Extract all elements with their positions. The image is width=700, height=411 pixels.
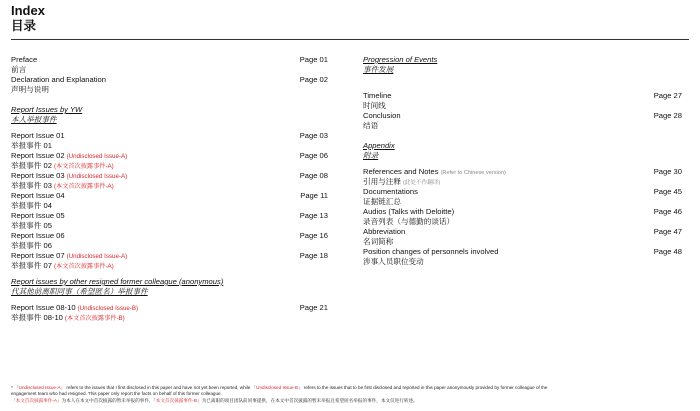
toc-entry-label-cn-text: 举报事件 07 [11,261,52,270]
toc-entry-audios[interactable] [363,207,682,217]
toc-page-number: Page 03 [299,131,328,140]
toc-entry-label: Abbreviation [363,227,406,236]
toc-entry-label: Report Issue 06 [11,231,65,240]
footnote-text: * 「 [11,385,19,390]
toc-page-number: Page 46 [653,207,682,216]
toc-entry-label: Report Issue 02 [11,151,65,160]
footnote-tag-b: Undisclosed Issue-B [256,385,299,390]
section-heading-yw: Report Issues by YW [11,105,83,114]
toc-entry-label: Conclusion [363,111,401,120]
toc-entry-issue-02[interactable] [11,151,328,161]
toc-entry-label-cn-text: 举报事件 03 [11,181,52,190]
page-title: Index [11,3,45,18]
toc-page-number: Page 13 [299,211,328,220]
toc-entry-label-cn: 名词简称 [363,237,394,246]
toc-entry-label: Documentations [363,187,418,196]
toc-entry-label-cn [11,313,328,323]
section-heading-appendix: Appendix [363,141,395,150]
footnote-text: 「 [11,397,16,403]
report-issue-list [11,131,328,271]
undisclosed-tag: (Undisclosed Issue-B) [77,305,139,312]
toc-entry-label-cn: 举报事件 04 [11,201,52,210]
toc-entry-note: (Refer to Chinese version) [440,170,506,176]
toc-page-number: Page 06 [299,151,328,160]
toc-entry-label-cn: 证据链汇总 [363,197,401,206]
toc-page-number: Page 21 [299,303,328,312]
toc-entry-label: Timeline [363,91,392,100]
toc-entry-label: Preface [11,55,38,64]
undisclosed-tag-cn: (本文首次披露事件-B) [64,315,125,322]
footnote-tag-a: Undisclosed Issue-A [18,385,61,390]
undisclosed-tag: (Undisclosed Issue-A) [66,173,128,180]
toc-entry-documentations[interactable] [363,187,682,197]
toc-entry-issue-06[interactable] [11,231,328,241]
toc-entry-label-cn: 举报事件 05 [11,221,52,230]
toc-entry-issue-08-10[interactable] [11,303,328,313]
undisclosed-tag: (Undisclosed Issue-A) [66,153,128,160]
section-heading-yw-cn: 本人举报事件 [11,115,57,124]
toc-entry-label-cn: 时间线 [363,101,386,110]
header-divider [11,39,689,40]
section-heading-anonymous-cn: 代其他前离职同事（希望匿名）举报事件 [11,287,148,296]
toc-entry-label: Report Issue 01 [11,131,65,140]
toc-entry-label-cn [363,177,682,187]
toc-right-column [363,55,682,267]
toc-entry-label-cn [11,181,328,191]
toc-entry-label-cn: 前言 [11,65,27,74]
section-heading-progression-cn: 事件发展 [363,65,394,74]
toc-entry-label-cn-text: 举报事件 08-10 [11,313,63,322]
toc-page-number: Page 08 [299,171,328,180]
toc-entry-label-cn: 声明与说明 [11,85,49,94]
toc-entry-references[interactable] [363,167,682,177]
footnote-text: 」为已离职的项目团队前同事提供，在本文中首次披露的暂未举报且希望匿名举报的事件，本文仅进行转述。 [197,397,418,403]
toc-entry-note-cn: (此处不作翻译) [402,180,441,186]
toc-entry-issue-03[interactable] [11,171,328,181]
page-title-cn: 目录 [11,18,37,33]
toc-entry-issue-05[interactable] [11,211,328,221]
toc-entry-label: Declaration and Explanation [11,75,106,84]
toc-page-number: Page 18 [299,251,328,260]
toc-page-number: Page 02 [299,75,328,84]
toc-entry-position-changes[interactable] [363,247,682,257]
toc-entry-conclusion[interactable] [363,111,682,121]
toc-entry-label: Report Issue 05 [11,211,65,220]
toc-page-number: Page 16 [299,231,328,240]
toc-entry-label: Report Issue 03 [11,171,65,180]
section-heading-anonymous: Report issues by other resigned former colleague (anonymous) [11,277,224,286]
toc-entry-declaration[interactable] [11,75,328,85]
toc-entry-label: Audios (Talks with Deloitte) [363,207,455,216]
footnote-line-en-2: engagement team who had resigned. This paper only report the facts on behalf of this former colleague. [11,391,222,397]
footnote-tag-a-cn: 本文首次披露事件-A [15,397,57,403]
toc-entry-label: Report Issue 04 [11,191,65,200]
toc-entry-label: Report Issue 08-10 [11,303,76,312]
footnote-text: 」为本人在本文中首次披露的暂未举报的事件，「 [56,397,156,403]
toc-entry-timeline[interactable] [363,91,682,101]
undisclosed-tag: (Undisclosed Issue-A) [66,253,128,260]
undisclosed-tag-cn: (本文首次披露事件-A) [53,263,114,270]
toc-entry-label: Report Issue 07 [11,251,65,260]
toc-entry-label: Position changes of personnels involved [363,247,499,256]
toc-page-number: Page 30 [653,167,682,176]
toc-page-number: Page 28 [653,111,682,120]
toc-entry-issue-07[interactable] [11,251,328,261]
toc-entry-label: References and Notes [363,167,439,176]
section-heading-appendix-cn: 附录 [363,151,379,160]
undisclosed-tag-cn: (本文首次披露事件-A) [53,163,114,170]
toc-entry-abbreviation[interactable] [363,227,682,237]
toc-entry-label-cn: 涉事人员职位变动 [363,257,424,266]
toc-page-number: Page 45 [653,187,682,196]
undisclosed-tag-cn: (本文首次披露事件-A) [53,183,114,190]
footnote-text: 」 refers to the issues that to be first disclosed and reported in this paper anonymously provided by former colleague of the [298,385,548,390]
section-heading-progression: Progression of Events [363,55,438,64]
toc-left-column [11,55,328,323]
toc-entry-label-cn-text: 举报事件 02 [11,161,52,170]
toc-page-number: Page 48 [653,247,682,256]
footnote-tag-b-cn: 本文首次披露事件-B [155,397,198,403]
page-header [11,4,45,33]
toc-entry-issue-01[interactable] [11,131,328,141]
toc-entry-issue-04[interactable] [11,191,328,201]
footnote [11,385,692,404]
toc-entry-preface[interactable] [11,55,328,65]
footnote-text: 」 refers to the issues that I first disclosed in this paper and have not yet been reported, while 「 [60,385,257,390]
toc-entry-label-cn [11,161,328,171]
toc-entry-label-cn: 举报事件 06 [11,241,52,250]
toc-page-number: Page 01 [299,55,328,64]
toc-entry-label-cn: 录音列表（与德勤的谈话） [363,217,455,226]
toc-page-number: Page 47 [653,227,682,236]
toc-page-number: Page 27 [653,91,682,100]
footnote-line-cn [11,398,692,404]
toc-entry-label-cn: 结语 [363,121,379,130]
toc-entry-label-cn: 举报事件 01 [11,141,52,150]
toc-page-number: Page 11 [300,191,328,200]
toc-entry-label-cn-text: 引用与注释 [363,177,401,186]
toc-entry-label-cn [11,261,328,271]
